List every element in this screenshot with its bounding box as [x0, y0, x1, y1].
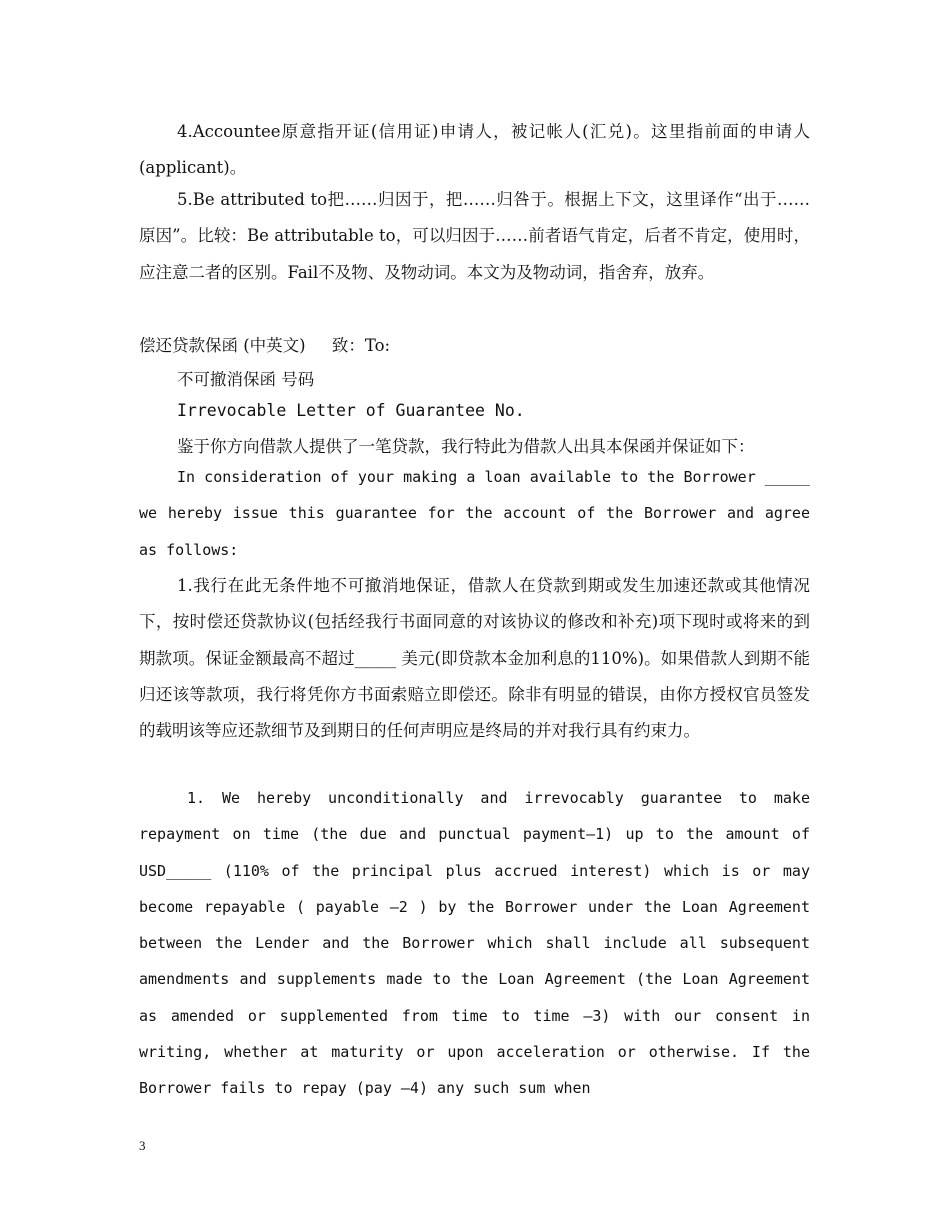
- intro-en: In consideration of your making a loan available to the Borrower _____ we hereby issue this guarantee for the account of the Borrower and agree as follows:: [139, 468, 810, 559]
- clause-1-cn: 1.我行在此无条件地不可撤消地保证，借款人在贷款到期或发生加速还款或其他情况下，按时偿还贷款协议(包括经我行书面同意的对该协议的修改和补充)项下现时或将来的到期款项。保证金额最高不超过_____ 美元(即贷款本金加利息的110%)。如果借款人到期不能归还该等款项，我行将凭你方书面索赔立即偿还。除非有明显的错误，由你方授权官员签发的载明该等应还款细节及到期日的任何声明应是终局的并对我行具有约束力。: [139, 576, 810, 741]
- clause-1-en: 1. We hereby unconditionally and irrevocably guarantee to make repayment on time (the due and punctual payment—1) up to the amount of USD_____ (110% of the principal plus accrued interest) which is or may become repayable ( payable —2 ) by the Borrower under the Loan Agreement between the Lender and the Borrower which shall include all subsequent amendments and supplements made to the Loan Agreement (the Loan Agreement as amended or supplemented from time to time —3) with our consent in writing, whether at maturity or upon acceleration or otherwise. If the Borrower fails to repay (pay —4) any such sum when: [139, 789, 810, 1098]
- note-5: 5.Be attributed to把……归因于，把……归咎于。根据上下文，这里译作“出于……原因”。比较：Be attributable to，可以归因于……前者语气肯定，后者不肯定，使用时，应注意二者的区别。Fail不及物、及物动词。本文为及物动词，指舍弃，放弃。: [139, 190, 810, 282]
- note-4: 4.Accountee原意指开证(信用证)申请人，被记帐人(汇兑)。这里指前面的申请人(applicant)。: [139, 122, 810, 178]
- guarantee-number-en: Irrevocable Letter of Guarantee No.: [177, 401, 525, 420]
- page-number: 3: [139, 1138, 146, 1153]
- letter-title: 偿还贷款保函 (中英文) 致：To:: [139, 336, 391, 355]
- guarantee-number-cn: 不可撤消保函 号码: [177, 370, 315, 389]
- intro-cn: 鉴于你方向借款人提供了一笔贷款，我行特此为借款人出具本保函并保证如下：: [177, 437, 755, 456]
